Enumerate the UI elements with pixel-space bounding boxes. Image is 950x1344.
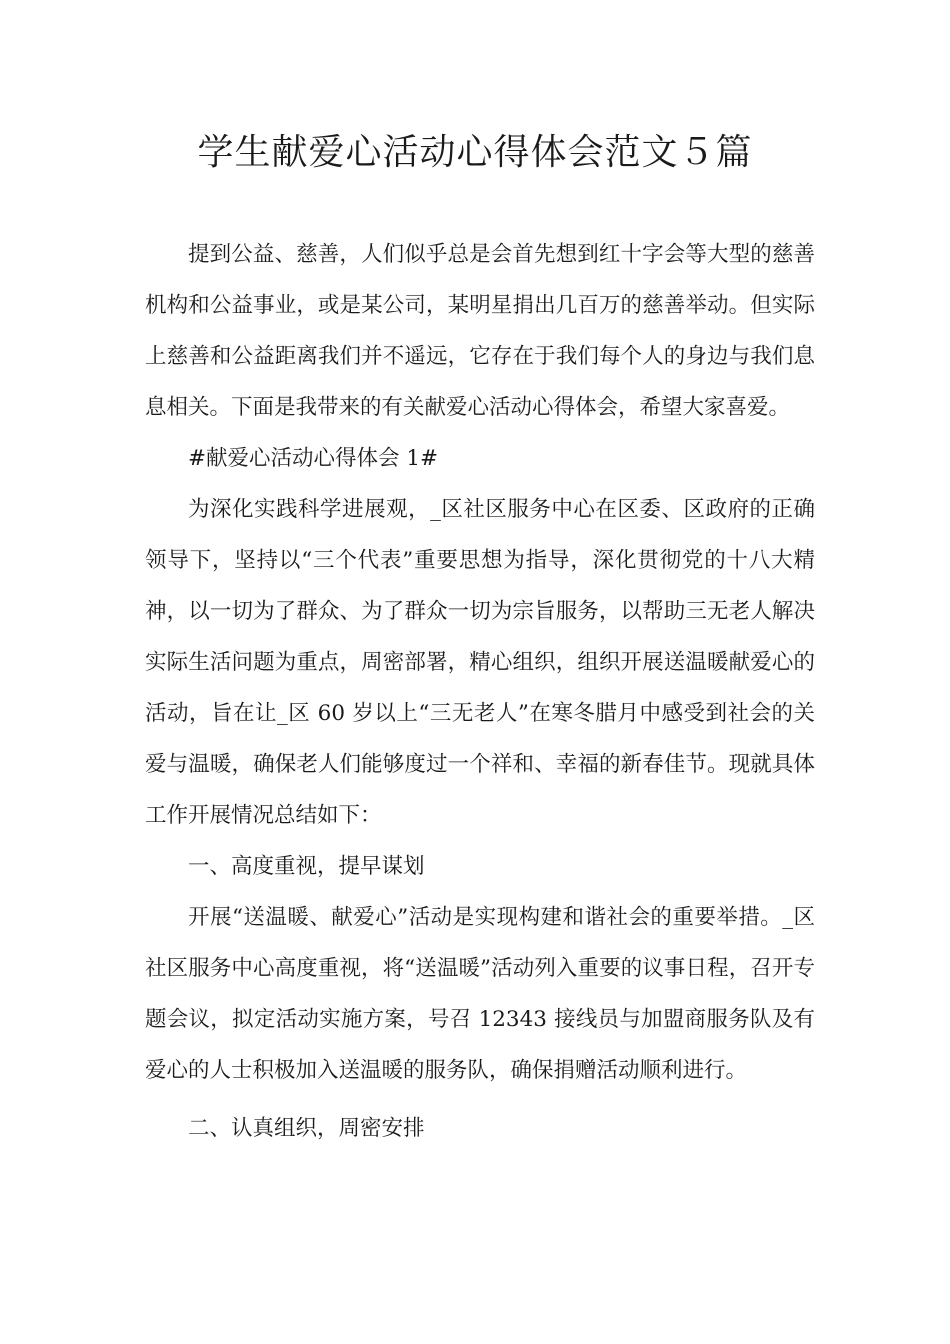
document-title: 学生献爱心活动心得体会范文５篇 (197, 132, 753, 173)
document-body (145, 229, 815, 1154)
body-paragraph-2: 开展“送温暖、献爱心”活动是实现构建和谐社会的重要举措。_区社区服务中心高度重视，将“送温暖”活动列入重要的议事日程，召开专题会议，拟定活动实施方案，号召 12343 接线员与加盟商服务队及有爱心的人士积极加入送温暖的服务队，确保捐赠活动顺利进行。 (145, 905, 815, 1083)
intro-paragraph: 提到公益、慈善，人们似乎总是会首先想到红十字会等大型的慈善机构和公益事业，或是某公司，某明星捐出几百万的慈善举动。但实际上慈善和公益距离我们并不遥远，它存在于我们每个人的身边与我们息息相关。下面是我带来的有关献爱心活动心得体会，希望大家喜爱。 (145, 242, 815, 420)
body-paragraph-1: 为深化实践科学进展观，_区社区服务中心在区委、区政府的正确领导下，坚持以“三个代表”重要思想为指导，深化贯彻党的十八大精神，以一切为了群众、为了群众一切为宗旨服务，以帮助三无老人解决实际生活问题为重点，周密部署，精心组织，组织开展送温暖献爱心的活动，旨在让_区 60 岁以上“三无老人”在寒冬腊月中感受到社会的关爱与温暖，确保老人们能够度过一个祥和、幸福的新春佳节。现就具体工作开展情况总结如下： (145, 497, 815, 828)
section-heading-1: #献爱心活动心得体会 1# (188, 446, 439, 471)
subheading-1: 一、高度重视，提早谋划 (188, 854, 425, 879)
subheading-2: 二、认真组织，周密安排 (188, 1116, 425, 1141)
